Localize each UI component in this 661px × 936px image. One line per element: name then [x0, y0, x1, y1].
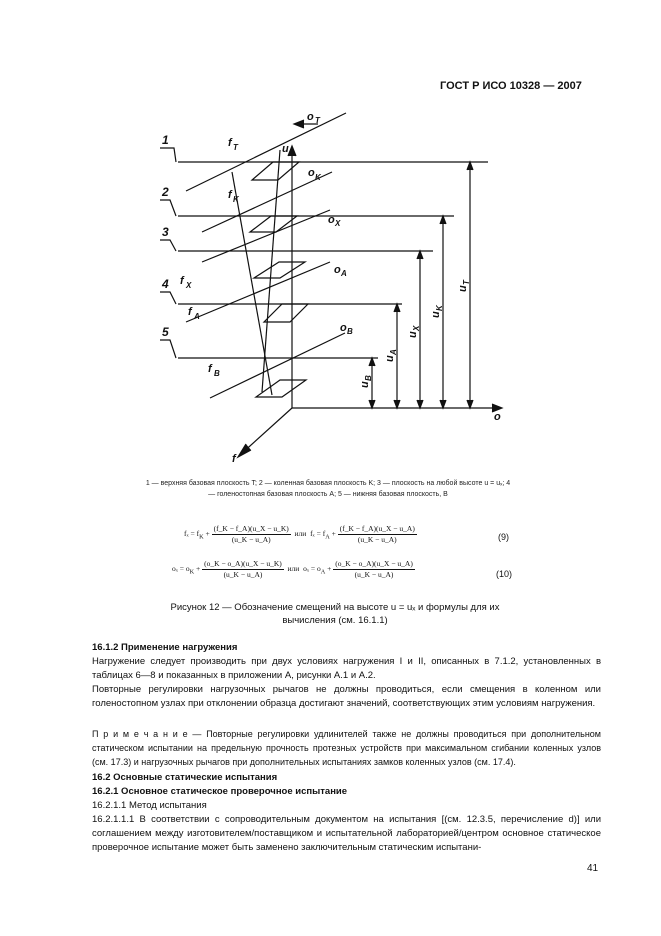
label-oA: o	[334, 264, 341, 276]
document-header: ГОСТ Р ИСО 10328 — 2007	[440, 80, 582, 92]
label-fT-sub: T	[233, 143, 238, 152]
label-uB: u	[359, 381, 371, 388]
label-uX-sub: X	[412, 325, 421, 331]
axis-o-label: o	[494, 411, 501, 423]
label-uT: u	[457, 285, 469, 292]
label-fK: f	[228, 189, 232, 201]
plane-number: 2	[162, 185, 169, 199]
section-heading: 16.2.1 Основное статическое проверочное испытание	[92, 786, 348, 797]
fraction: $\frac{(f\_K - f\_A)(u\_X - u\_A)}{(u\_K - u\_A)}$	[339, 524, 415, 544]
figure-legend: 1 — верхняя базовая плоскость T; 2 — коленная базовая плоскость K; 3 — плоскость на любой высоте u = uₓ; 4 — голеностопная базовая плоскость A; 5 — нижняя базовая плоскость, B	[145, 480, 511, 498]
axis-f-label: f	[232, 453, 236, 465]
section-heading: 16.1.2 Применение нагружения	[92, 642, 238, 653]
label-oB: o	[340, 322, 347, 334]
paragraph: Нагружение следует производить при двух условиях нагружения I и II, описанных в 7.1.2, установленных в таблицах 6—8 и показанных в приложении А, рисунки А.1 и А.2.	[92, 656, 601, 681]
label-uA: u	[384, 355, 396, 362]
label-oX-sub: X	[335, 219, 341, 228]
label-fB-sub: B	[214, 369, 220, 378]
label-uA-sub: A	[389, 349, 398, 355]
label-oA-sub: A	[341, 269, 347, 278]
label-fA: f	[188, 306, 192, 318]
label-fT: f	[228, 137, 232, 149]
label-oX: o	[328, 214, 335, 226]
equation-number-9: (9)	[498, 532, 509, 542]
label-uK-sub: K	[435, 305, 444, 311]
label-oB-sub: B	[347, 327, 353, 336]
equation-number-10: (10)	[496, 569, 513, 579]
note: П р и м е ч а н и е — Повторные регулировки удлинителей также не должны проводиться при дополнительном статическом испытании на предельную прочность протезных устройств при максимальном сгибании коленных узлов (см. 17.3) и нагрузочных рычагов при дополнительных испытаниях замков коленных узлов (см. 17.4).	[92, 729, 601, 767]
label-fK-sub: K	[233, 195, 239, 204]
label-uX: u	[407, 331, 419, 338]
figure-caption: Рисунок 12 — Обозначение смещений на высоте u = uₓ и формулы для их вычисления (см. 16.1.1)	[170, 602, 500, 626]
label-uT-sub: T	[462, 280, 471, 285]
plane-number: 4	[162, 277, 169, 291]
paragraph: Повторные регулировки нагрузочных рычагов не должны проводиться, если смещения в коленном или голеностопном узлах при отклонении образца достигают значений, соответствующих этим условиям нагружения.	[92, 684, 601, 709]
fraction: $\frac{(o\_K - o\_A)(u\_X - u\_A)}{(u\_K - u\_A)}$	[335, 559, 413, 579]
label-oK-sub: K	[315, 173, 321, 182]
subsection-heading: 16.2.1.1 Метод испытания	[92, 800, 207, 811]
formula-9: $f_x = f_K$ + $\frac{(f\_K - f\_A)(u\_X - u\_K)}{(u\_K - u\_A)}$ или $f_x = f_A$ + $\frac{(f\_K - f\_A)(u\_X - u\_A)}{(u\_K - u\_A)}$	[184, 524, 415, 544]
label-fX-sub: X	[186, 281, 192, 290]
plane-number: 5	[162, 325, 169, 339]
paragraph: 16.2.1.1.1 В соответствии с сопроводительным документом на испытания [(см. 12.3.5, перечисление d)] или соглашением между изготовителем/поставщиком и испытательной лабораторией/центром основное статическое проверочное испытание может быть заменено заключительным статическим испытани-	[92, 814, 601, 853]
label-oT-sub: T	[315, 116, 320, 125]
label-oK: o	[308, 167, 315, 179]
plane-number: 1	[162, 133, 169, 147]
label-fX: f	[180, 275, 184, 287]
fraction: $\frac{(f\_K - f\_A)(u\_X - u\_K)}{(u\_K - u\_A)}$	[213, 524, 289, 544]
plane-number: 3	[162, 225, 169, 239]
label-uB-sub: B	[364, 375, 373, 381]
label-uK: u	[430, 311, 442, 318]
section-heading: 16.2 Основные статические испытания	[92, 772, 278, 783]
label-fA-sub: A	[194, 312, 200, 321]
label-oT: o	[307, 111, 314, 123]
page-number: 41	[587, 863, 599, 874]
axis-u-label: u	[282, 143, 289, 155]
label-fB: f	[208, 363, 212, 375]
fraction: $\frac{(o\_K - o\_A)(u\_X - u\_K)}{(u\_K - u\_A)}$	[204, 559, 282, 579]
formula-10: $o_x = o_K$ + $\frac{(o\_K - o\_A)(u\_X - u\_K)}{(u\_K - u\_A)}$ или $o_x = o_A$ + $\frac{(o\_K - o\_A)(u\_X - u\_A)}{(u\_K - u\_A)}$	[172, 559, 413, 579]
